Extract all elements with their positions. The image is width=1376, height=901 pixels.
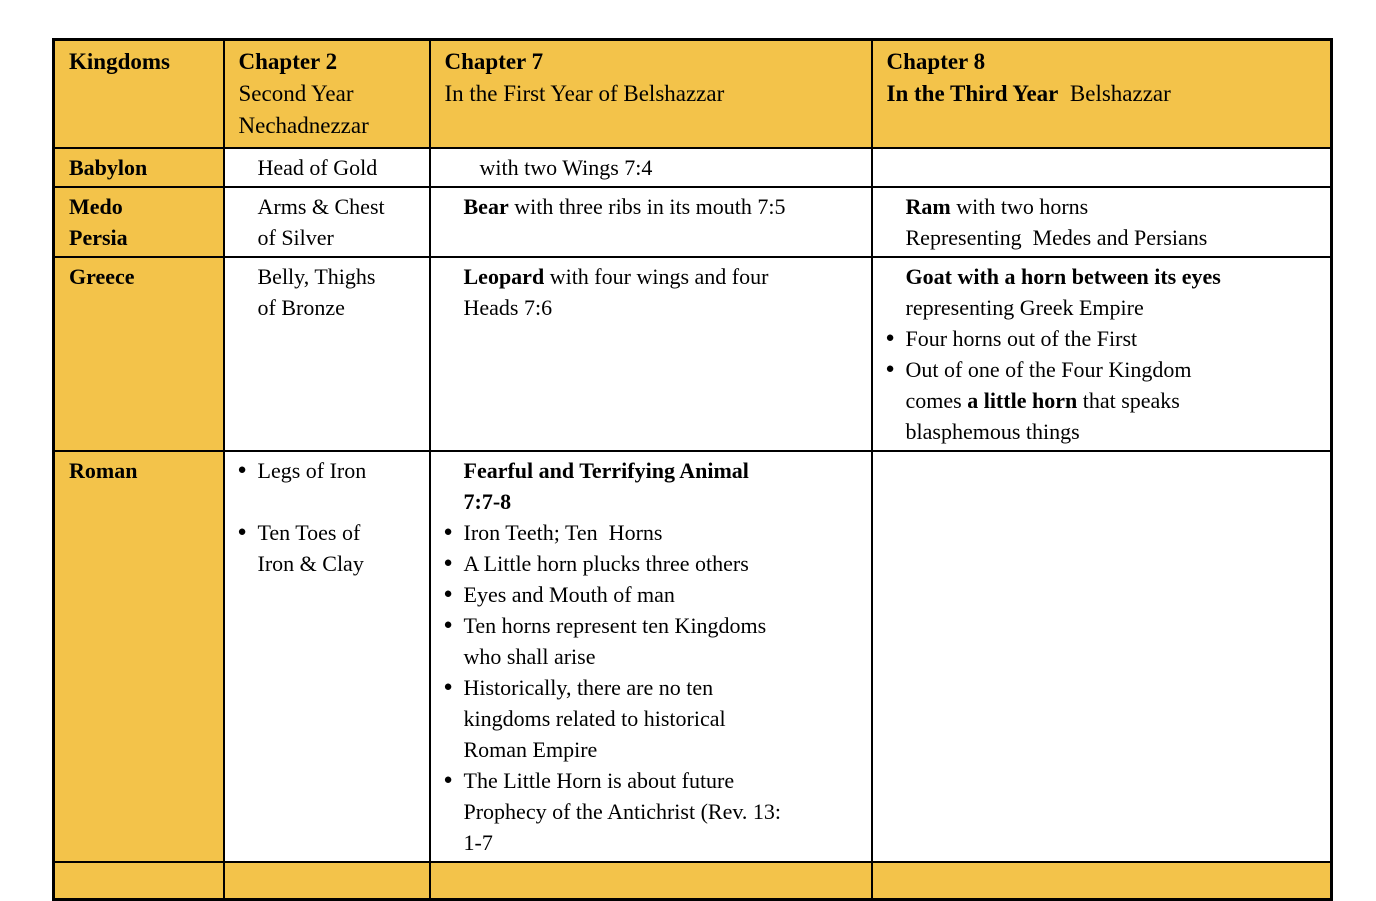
text-run: Head of Gold	[257, 155, 378, 180]
bullet-icon: ●	[237, 462, 247, 478]
text-run: Leopard	[463, 264, 545, 289]
table-row-babylon	[54, 148, 1332, 187]
text-run: that speaks	[1077, 388, 1180, 413]
text-run: with two Wings 7:4	[479, 155, 653, 180]
text-run: Chapter 8	[886, 49, 986, 74]
bullet-item	[885, 323, 1325, 354]
text-run: Greece	[69, 264, 135, 289]
text-run: Ten Toes of	[257, 520, 361, 545]
text-run: Chapter 7	[444, 49, 544, 74]
text-run: representing Greek Empire	[905, 295, 1144, 320]
table-body	[54, 40, 1332, 900]
text-run: of Silver	[257, 225, 334, 250]
paragraph	[258, 486, 423, 517]
text-run: comes	[905, 388, 968, 413]
text-run: Second Year	[238, 81, 354, 106]
text-run: Nechadnezzar	[238, 113, 369, 138]
greece-chapter7-cell	[430, 257, 872, 451]
bullet-item	[443, 672, 865, 765]
bullet-item	[237, 455, 423, 486]
greece-kingdom-cell	[54, 257, 224, 451]
paragraph	[258, 191, 423, 253]
paragraph	[69, 261, 217, 292]
table-container	[52, 38, 1333, 901]
paragraph	[69, 46, 217, 78]
bullet-icon: ●	[443, 586, 453, 602]
bullet-icon: ●	[443, 679, 453, 695]
spacer-kingdom-cell	[54, 862, 224, 900]
spacer-chapter2-cell	[224, 862, 430, 900]
kingdoms-comparison-table	[52, 38, 1333, 901]
table-row-greece	[54, 257, 1332, 451]
bullet-item	[885, 354, 1325, 447]
babylon-chapter2-cell	[224, 148, 430, 187]
text-run: who shall arise	[463, 644, 596, 669]
header-cell-kingdom	[54, 40, 224, 149]
text-run: Legs of Iron	[257, 458, 367, 483]
paragraph	[906, 191, 1325, 253]
spacer-chapter7-cell	[430, 862, 872, 900]
spacer-chapter8-cell	[872, 862, 1332, 900]
bullet-icon: ●	[237, 524, 247, 540]
text-run: Eyes and Mouth of man	[463, 582, 675, 607]
text-run: In the First Year of Belshazzar	[444, 81, 725, 106]
text-run: 1-7	[463, 830, 493, 855]
text-run: Roman	[69, 458, 138, 483]
text-run: A Little horn plucks three others	[463, 551, 749, 576]
text-run: Historically, there are no ten	[463, 675, 714, 700]
table-row-medo-persia	[54, 187, 1332, 257]
text-run: Ten horns represent ten Kingdoms	[463, 613, 767, 638]
text-run: with four wings and four	[544, 264, 769, 289]
bullet-icon: ●	[885, 361, 895, 377]
text-run: Prophecy of the Antichrist (Rev. 13:	[463, 799, 782, 824]
medo-persia-chapter8-cell	[872, 187, 1332, 257]
text-run: of Bronze	[257, 295, 345, 320]
bullet-icon: ●	[885, 330, 895, 346]
greece-chapter8-cell	[872, 257, 1332, 451]
text-run: Belshazzar	[1058, 81, 1171, 106]
text-run: Chapter 2	[238, 49, 338, 74]
greece-chapter2-cell	[224, 257, 430, 451]
paragraph	[69, 152, 217, 183]
text-run: Heads 7:6	[463, 295, 553, 320]
text-run: Four horns out of the First	[905, 326, 1138, 351]
medo-persia-kingdom-cell	[54, 187, 224, 257]
text-run: Goat with a horn between its eyes	[905, 264, 1221, 289]
text-run: Persia	[69, 225, 128, 250]
paragraph	[906, 261, 1325, 323]
paragraph	[69, 191, 217, 253]
header-cell-chapter2	[224, 40, 430, 149]
medo-persia-chapter2-cell	[224, 187, 430, 257]
bullet-item	[237, 517, 423, 579]
text-run: In the Third Year	[886, 81, 1059, 106]
babylon-chapter8-cell	[872, 148, 1332, 187]
bullet-item	[443, 579, 865, 610]
table-row-spacer	[54, 862, 1332, 900]
text-run: The Little Horn is about future	[463, 768, 735, 793]
text-run: blasphemous things	[905, 419, 1080, 444]
paragraph	[445, 46, 865, 110]
table-row-roman	[54, 451, 1332, 862]
roman-chapter7-cell	[430, 451, 872, 862]
paragraph	[239, 46, 423, 142]
text-run: a little horn	[967, 388, 1078, 413]
roman-chapter2-cell	[224, 451, 430, 862]
header-cell-chapter7	[430, 40, 872, 149]
bullet-item	[443, 517, 865, 548]
text-run: Bear	[463, 194, 509, 219]
paragraph	[258, 152, 423, 183]
bullet-icon: ●	[443, 524, 453, 540]
text-run: Out of one of the Four Kingdom	[905, 357, 1192, 382]
text-run: Belly, Thighs	[257, 264, 376, 289]
text-run: Representing Medes and Persians	[905, 225, 1208, 250]
paragraph	[480, 152, 865, 183]
text-run: Arms & Chest	[257, 194, 385, 219]
bullet-item	[443, 548, 865, 579]
text-run: kingdoms related to historical	[463, 706, 726, 731]
text-run: with three ribs in its mouth 7:5	[508, 194, 786, 219]
paragraph	[464, 191, 865, 222]
babylon-chapter7-cell	[430, 148, 872, 187]
bullet-icon: ●	[443, 772, 453, 788]
text-run: Ram	[905, 194, 951, 219]
paragraph	[69, 455, 217, 486]
text-run: Fearful and Terrifying Animal	[463, 458, 749, 483]
roman-chapter8-cell	[872, 451, 1332, 862]
header-row	[54, 40, 1332, 149]
medo-persia-chapter7-cell	[430, 187, 872, 257]
text-run: 7:7-8	[463, 489, 512, 514]
text-run: Babylon	[69, 155, 148, 180]
paragraph	[464, 455, 865, 517]
text-run: Roman Empire	[463, 737, 598, 762]
paragraph	[464, 261, 865, 323]
header-cell-chapter8	[872, 40, 1332, 149]
text-run: Iron Teeth; Ten Horns	[463, 520, 663, 545]
babylon-kingdom-cell	[54, 148, 224, 187]
text-run: Kingdoms	[69, 49, 170, 74]
bullet-icon: ●	[443, 555, 453, 571]
text-run: with two horns	[950, 194, 1089, 219]
text-run: Iron & Clay	[257, 551, 364, 576]
bullet-icon: ●	[443, 617, 453, 633]
bullet-item	[443, 765, 865, 858]
roman-kingdom-cell	[54, 451, 224, 862]
bullet-item	[443, 610, 865, 672]
text-run: Medo	[69, 194, 123, 219]
paragraph	[887, 46, 1325, 110]
paragraph	[258, 261, 423, 323]
